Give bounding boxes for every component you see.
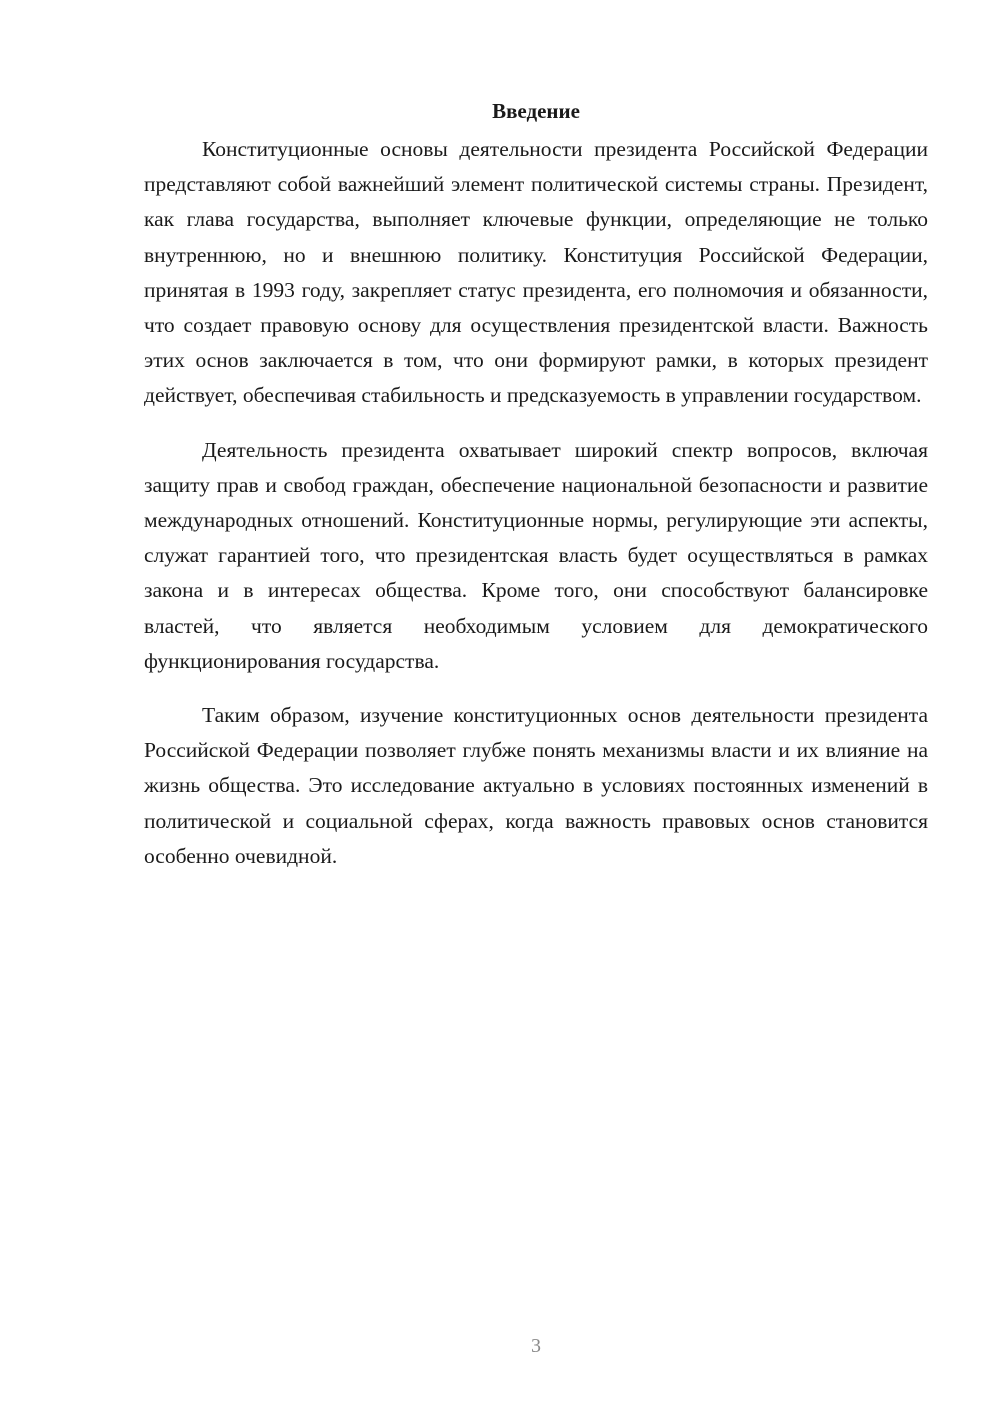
paragraph-1: Конституционные основы деятельности президента Российской Федерации представляют собой важнейший элемент политической системы страны. Президент, как глава государства, выполняет ключевые функции, определяющие не только внутреннюю, но и внешнюю политику. Конституция Российской Федерации, принятая в 1993 году, закрепляет статус президента, его полномочия и обязанности, что создает правовую основу для осуществления президентской власти. Важность этих основ заключается в том, что они формируют рамки, в которых президент действует, обеспечивая стабильность и предсказуемость в управлении государством. <box>144 137 928 408</box>
page-number: 3 <box>531 1335 541 1357</box>
paragraph-3: Таким образом, изучение конституционных основ деятельности президента Российской Федерации позволяет глубже понять механизмы власти и их влияние на жизнь общества. Это исследование актуально в условиях постоянных изменений в политической и социальной сферах, когда важность правовых основ становится особенно очевидной. <box>144 703 928 868</box>
paragraph-2: Деятельность президента охватывает широкий спектр вопросов, включая защиту прав и свобод граждан, обеспечение национальной безопасности и развитие международных отношений. Конституционные нормы, регулирующие эти аспекты, служат гарантией того, что президентская власть будет осуществляться в рамках закона и в интересах общества. Кроме того, они способствуют балансировке властей, что является необходимым условием для демократического функционирования государства. <box>144 437 928 673</box>
page-content <box>144 96 928 893</box>
section-heading: Введение <box>492 99 580 123</box>
